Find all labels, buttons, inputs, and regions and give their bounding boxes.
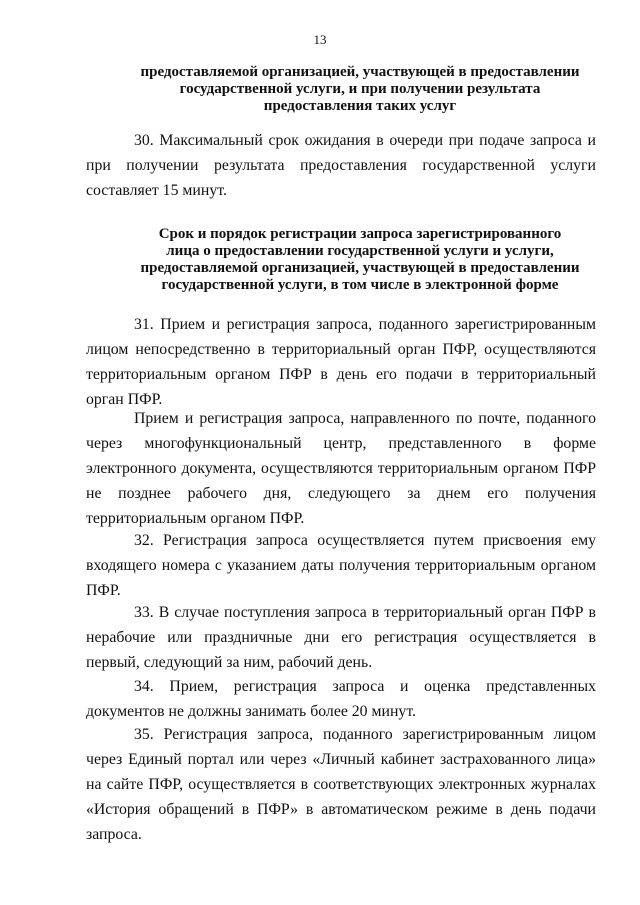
paragraph-32 [86,528,596,603]
paragraph-31-text: 31. Прием и регистрация запроса, поданного зарегистрированным лицом непосредственно в территориальный орган ПФР, осуществляются территориальным органом ПФР в день его подачи в территориальный орган ПФР. [86,316,596,408]
page-number: 13 [313,32,327,47]
paragraph-30-text: 30. Максимальный срок ожидания в очереди при подаче запроса и при получении результата предоставления государственной услуги составляет 15 минут. [86,132,596,199]
paragraph-31b-text: Прием и регистрация запроса, направленного по почте, поданного через многофункциональный центр, представленного в форме электронного документа, осуществляются территориальным органом ПФР не позднее рабочего дня, следующего за днем его получения территориальным органом ПФР. [86,410,596,527]
paragraph-31 [86,312,596,412]
paragraph-34-text: 34. Прием, регистрация запроса и оценка представленных документов не должны занимать более 20 минут. [86,678,596,720]
paragraph-33 [86,600,596,675]
paragraph-35-text: 35. Регистрация запроса, поданного зарегистрированным лицом через Единый портал или через «Личный кабинет застрахованного лица» на сайте ПФР, осуществляется в соответствующих электронных журналах «История обращений в ПФР» в автоматическом режиме в день подачи запроса. [86,726,596,843]
heading-line: лица о предоставлении государственной услуги и услуги, [166,243,554,259]
paragraph-35 [86,722,596,847]
section-heading-registration [120,226,600,294]
paragraph-33-text: 33. В случае поступления запроса в территориальный орган ПФР в нерабочие или праздничные дни его регистрация осуществляется в первый, следующий за ним, рабочий день. [86,604,596,671]
heading-line: предоставляемой организацией, участвующей в предоставлении [140,64,580,80]
paragraph-31-continued [86,406,596,531]
paragraph-32-text: 32. Регистрация запроса осуществляется путем присвоения ему входящего номера с указанием даты получения территориальным органом ПФР. [86,532,596,599]
section-heading-waiting [120,64,600,115]
heading-line: предоставляемой организацией, участвующей в предоставлении [140,260,580,276]
heading-line: государственной услуги, в том числе в электронной форме [161,277,559,293]
paragraph-30 [86,128,596,203]
heading-line: предоставления таких услуг [263,98,457,114]
heading-line: государственной услуги, и при получении результата [179,81,541,97]
paragraph-34 [86,674,596,724]
heading-line: Срок и порядок регистрации запроса зарегистрированного [158,226,562,242]
